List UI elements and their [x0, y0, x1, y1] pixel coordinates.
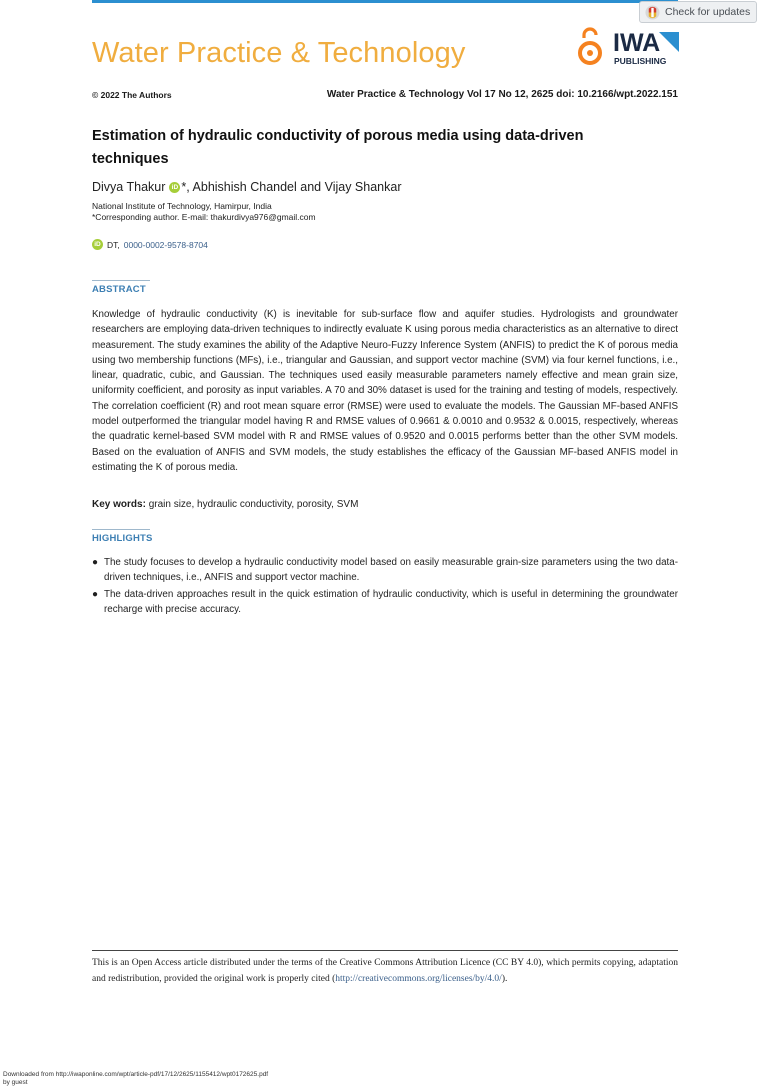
affiliation-block: [92, 201, 316, 223]
top-rule: [92, 0, 678, 3]
license-note: [92, 956, 678, 987]
download-user: by guest: [3, 1079, 343, 1086]
crossmark-icon: [645, 5, 660, 20]
author-list: [92, 180, 401, 194]
abstract-rule: [92, 280, 150, 281]
open-access-icon: [580, 29, 600, 63]
abstract-text: Knowledge of hydraulic conductivity (K) is inevitable for sub-surface flow and aquifer studies. Hydrologists and groundwater researchers are employing data-driven techniques to indirectly evaluate K using porous media characteristics as an alternative to direct measurement. The study examines the ability of the Adaptive Neuro-Fuzzy Inference System (ANFIS) to predict the K of porous media using two membership functions (MFs), i.e., triangular and Gaussian, and support vector machine (SVM) via four kernel functions, i.e., linear, quadratic, cubic, and Gaussian. The techniques used easily measurable parameters namely effective and mean grain size, uniformity coefficient, and porosity as input variables. A 70 and 30% dataset is used for the training and testing of models, respectively. The correlation coefficient (R) and root mean square error (RMSE) were used to evaluate the models. The Gaussian MF-based ANFIS model outperformed the triangular model having R and RMSE values of 0.9661 & 0.0010 and 0.9532 & 0.0015, respectively, whereas the quadratic kernel-based SVM model with R and RMSE values of 0.9520 and 0.0015 performs better than the other SVM models. Based on the evaluation of ANFIS and SVM models, the study establishes the efficacy of the Gaussian MF-based ANFIS model in estimating the K of porous media.: [92, 307, 678, 475]
copyright: © 2022 The Authors: [92, 90, 172, 100]
license-end: ).: [502, 974, 508, 984]
highlight-text: The study focuses to develop a hydraulic conductivity model based on easily measurable grain-size parameters using the two data-driven techniques, i.e., ANFIS and support vector machine.: [104, 557, 678, 583]
footer-rule: [92, 950, 678, 951]
publisher-logo: [575, 26, 680, 70]
keywords: [92, 499, 358, 510]
bullet-icon: ●: [92, 587, 98, 602]
highlights-rule: [92, 529, 150, 530]
download-note: [3, 1071, 343, 1086]
bullet-icon: ●: [92, 555, 98, 570]
check-for-updates-label: Check for updates: [665, 6, 750, 18]
list-item: [92, 555, 678, 586]
publisher-logo-text: IWA: [613, 29, 660, 57]
article-title: Estimation of hydraulic conductivity of porous media using data-driven techniques: [92, 125, 652, 171]
other-authors: *, Abhishish Chandel and Vijay Shankar: [181, 180, 401, 194]
highlights-list: [92, 555, 678, 618]
license-text: This is an Open Access article distributed under the terms of the Creative Commons Attribution Licence (CC BY 4.0), which permits copying, adaptation and redistribution, provided the original work is properly cited (: [92, 958, 678, 984]
publisher-subtext: PUBLISHING: [614, 56, 667, 66]
keywords-text: grain size, hydraulic conductivity, porosity, SVM: [149, 499, 359, 510]
citation: Water Practice & Technology Vol 17 No 12, 2625 doi: 10.2166/wpt.2022.151: [327, 89, 678, 100]
orcid-line: [92, 239, 208, 250]
license-link[interactable]: http://creativecommons.org/licenses/by/4.0/: [335, 974, 502, 984]
highlight-text: The data-driven approaches result in the quick estimation of hydraulic conductivity, which is useful in determining the groundwater recharge with precise accuracy.: [104, 589, 678, 615]
orcid-icon: iD: [92, 239, 103, 250]
keywords-label: Key words:: [92, 499, 146, 510]
corresponding-author: *Corresponding author. E-mail: thakurdivya976@gmail.com: [92, 212, 316, 223]
first-author: Divya Thakur: [92, 180, 165, 194]
abstract-heading: ABSTRACT: [92, 284, 146, 295]
check-for-updates-button[interactable]: [639, 1, 757, 23]
affiliation: National Institute of Technology, Hamirpur, India: [92, 201, 316, 212]
journal-title: Water Practice & Technology: [92, 37, 465, 70]
highlights-heading: HIGHLIGHTS: [92, 533, 153, 544]
orcid-link[interactable]: 0000-0002-9578-8704: [124, 240, 208, 250]
list-item: [92, 587, 678, 618]
download-source: Downloaded from http://iwaponline.com/wpt/article-pdf/17/12/2625/1155412/wpt0172625.pdf: [3, 1071, 343, 1079]
orcid-initials: DT,: [107, 240, 120, 250]
orcid-icon[interactable]: iD: [169, 182, 180, 193]
